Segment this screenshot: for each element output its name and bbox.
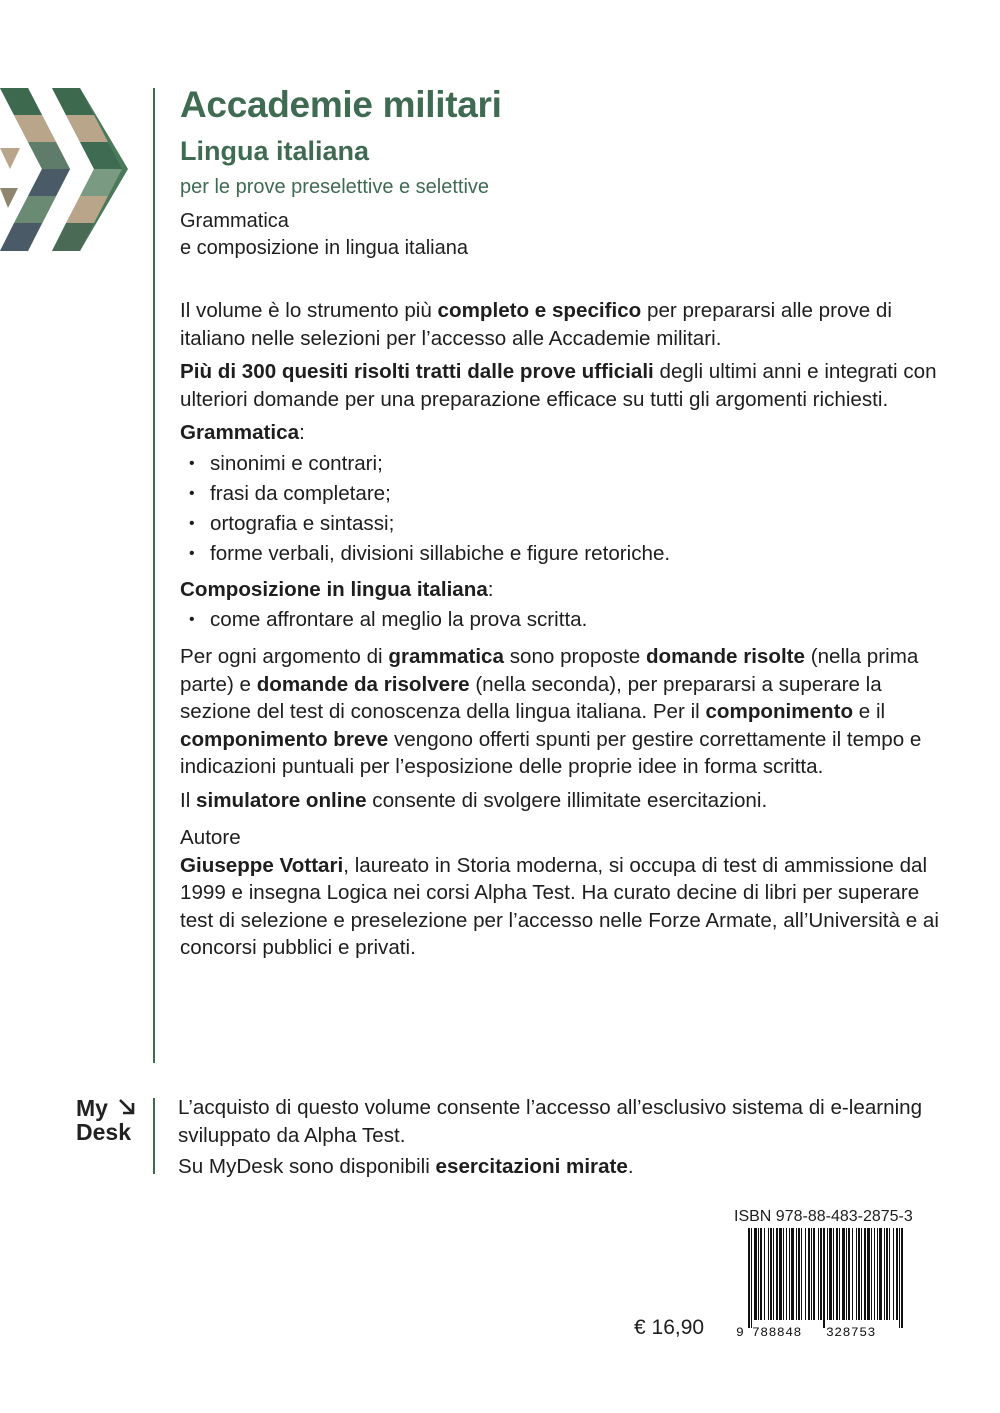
bold-segment: Grammatica (180, 421, 300, 444)
barcode-bar (884, 1228, 885, 1320)
intro-paragraph-1 (180, 297, 940, 352)
bold-segment: componimento breve (180, 727, 389, 751)
barcode-bar (801, 1228, 802, 1320)
book-subtitle: Lingua italiana (180, 136, 370, 166)
barcode-bar (858, 1228, 860, 1320)
barcode-bar (764, 1228, 765, 1320)
barcode-bar (852, 1228, 853, 1320)
vertical-divider-top (153, 88, 155, 1063)
barcode-bar (839, 1228, 840, 1320)
topics-line-2: e composizione in lingua italiana (180, 237, 468, 259)
list-item: • frasi da completare; (180, 479, 940, 509)
text-segment: Il (180, 788, 197, 812)
barcode-bar (820, 1228, 822, 1320)
list-item: • come affrontare al meglio la prova scritta. (180, 605, 940, 635)
barcode-bar (848, 1228, 850, 1320)
list-item: • ortografia e sintassi; (180, 509, 940, 539)
barcode-bar (796, 1228, 797, 1320)
list-item: • sinonimi e contrari; (180, 449, 940, 479)
mydesk-paragraph-2 (178, 1153, 938, 1181)
bold-segment: Composizione in lingua italiana (180, 577, 488, 601)
barcode-bar (748, 1228, 750, 1328)
barcode-bar (751, 1228, 752, 1328)
text-segment: Il volume è lo strumento più (180, 299, 438, 322)
barcode-bar (899, 1228, 900, 1328)
barcode-bar (805, 1228, 806, 1320)
bold-segment: Più di 300 quesiti risolti tratti dalle prove ufficiali (180, 360, 654, 383)
barcode-bar (846, 1228, 847, 1320)
isbn-label: ISBN 978-88-483-2875-3 (734, 1208, 913, 1225)
author-label: Autore (180, 826, 241, 850)
text-segment: : (299, 421, 305, 444)
text-segment: sono proposte (503, 645, 646, 669)
barcode-bar (813, 1228, 815, 1320)
text-segment: Per ogni argomento di (180, 645, 389, 669)
mydesk-logo (76, 1095, 146, 1147)
bold-segment: completo e specifico (437, 299, 642, 322)
barcode-bar (798, 1228, 800, 1320)
barcode-bar (758, 1228, 759, 1320)
vertical-divider-bottom (153, 1098, 155, 1174)
header (180, 84, 940, 262)
text-segment: degli ultimi anni e integrati con ulteriori domande per una preparazione efficace su tutti gli argomenti richiesti. (180, 360, 937, 411)
text-segment: e il (853, 700, 886, 724)
list-item: • forme verbali, divisioni sillabiche e figure retoriche. (180, 539, 940, 569)
barcode-bar (789, 1228, 790, 1320)
barcode-bar (754, 1228, 757, 1320)
bold-segment: simulatore online (196, 788, 367, 812)
price-label: € 16,90 (634, 1316, 705, 1339)
barcode-bar (783, 1228, 784, 1320)
bold-segment: grammatica (388, 645, 504, 669)
description-paragraph (180, 643, 940, 781)
mydesk-logo-my: My (76, 1095, 108, 1121)
mydesk-description (178, 1094, 938, 1181)
main-description (180, 297, 940, 962)
barcode-bar (886, 1228, 888, 1320)
bold-segment: domande da risolvere (256, 672, 470, 696)
barcode-bar (842, 1228, 845, 1320)
barcode-bar (779, 1228, 782, 1320)
arrow-down-right-icon (117, 1097, 137, 1117)
barcode-bar (874, 1228, 875, 1320)
text-segment: vengono offerti spunti per gestire correttamente il tempo e indicazioni puntuali per l’esposizione delle proprie idee in forma scritta. (180, 727, 922, 779)
barcode-bar (808, 1228, 810, 1320)
barcode-bar (864, 1228, 866, 1320)
barcode-bar (856, 1228, 857, 1320)
barcode-bar (776, 1228, 778, 1320)
barcode-bar (833, 1228, 834, 1320)
grammatica-heading (180, 419, 940, 447)
barcode-bar (867, 1228, 870, 1320)
text-segment: : (487, 577, 494, 601)
composizione-list (180, 605, 940, 635)
barcode-bar (773, 1228, 774, 1320)
text-segment: (nella prima parte) e (180, 645, 919, 696)
barcode-bar (818, 1228, 819, 1320)
barcode-group-1: 788848 (752, 1325, 802, 1340)
intro-paragraph-2 (180, 358, 940, 413)
topics-line-1: Grammatica (180, 210, 289, 232)
simulator-paragraph (180, 787, 940, 815)
bold-segment: esercitazioni mirate (435, 1155, 628, 1178)
barcode-bar (901, 1228, 903, 1328)
text-segment: consente di svolgere illimitate esercitazioni. (366, 788, 768, 812)
barcode-bar (827, 1228, 828, 1320)
barcode-bar (877, 1228, 878, 1320)
barcode-bar (879, 1228, 882, 1320)
barcode-bar (791, 1228, 794, 1320)
chevrons-logo-icon (0, 88, 130, 251)
barcode-bar (893, 1228, 894, 1320)
book-title: Accademie militari (180, 84, 502, 125)
barcode-digit-first: 9 (736, 1325, 744, 1340)
barcode-bar (786, 1228, 787, 1320)
barcode-bar (861, 1228, 862, 1320)
barcode-bar (770, 1228, 772, 1320)
barcode-bar (760, 1228, 762, 1320)
barcode-bar (871, 1228, 872, 1320)
barcode-bar (836, 1228, 838, 1320)
bold-segment: componimento (705, 700, 854, 724)
barcode-icon (736, 1228, 906, 1340)
bold-segment: domande risolte (645, 645, 805, 669)
text-segment: per prepararsi alle prove di italiano nelle selezioni per l’accesso alle Accademie militari. (180, 299, 892, 350)
grammatica-list (180, 449, 940, 570)
book-subtitle-secondary: per le prove preselettive e selettive (180, 176, 490, 198)
barcode-bar (823, 1228, 825, 1328)
author-name: Giuseppe Vottari (180, 853, 344, 877)
book-subtitle-topics (180, 208, 940, 262)
barcode-bar (768, 1228, 769, 1320)
barcode-bar (896, 1228, 898, 1320)
text-segment: , laureato in Storia moderna, si occupa di test di ammissione dal 1999 e insegna Logica nei corsi Alpha Test. Ha curato decine di libri per superare test di selezione e preselezione per l’accesso nelle Forze Armate, all’Università e ai concorsi pubblici e privati. (180, 853, 939, 960)
barcode-bar (811, 1228, 812, 1320)
text-segment: (nella seconda), per prepararsi a superare la sezione del test di conoscenza della lingua italiana. Per il (180, 672, 882, 724)
mydesk-logo-desk: Desk (76, 1119, 131, 1145)
author-bio (180, 852, 940, 962)
barcode-bar (889, 1228, 890, 1320)
composizione-heading (180, 576, 940, 604)
text-segment: Su MyDesk sono disponibili (178, 1155, 436, 1178)
barcode-bar (829, 1228, 832, 1320)
text-segment: . (627, 1155, 634, 1178)
mydesk-paragraph-1: L’acquisto di questo volume consente l’accesso all’esclusivo sistema di e-learning sviluppato da Alpha Test. (178, 1096, 923, 1147)
barcode-group-2: 328753 (826, 1325, 876, 1340)
